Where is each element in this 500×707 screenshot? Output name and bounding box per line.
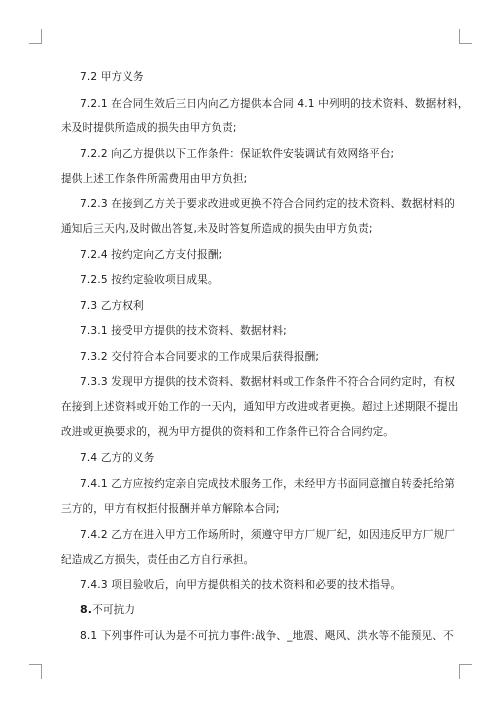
paragraph-line: 7.2.2 向乙方提供以下工作条件：保证软件安装调试有效网络平台; [80, 148, 395, 160]
paragraph-line: 7.2.5 按约定验收项目成果。 [80, 274, 219, 286]
crop-mark-top-left [29, 29, 42, 44]
section-heading: 7.2 甲方义务 [80, 71, 144, 83]
paragraph-line: 8.1 下列事件可认为是不可抗力事件:战争、_地震、飓风、洪水等不能预见、不 [80, 630, 454, 642]
paragraph-line: 7.2.1 在合同生效后三日内向乙方提供本合同 4.1 中列明的技术资料、数据材料， [80, 98, 469, 110]
paragraph-line: 三方的，甲方有权拒付报酬并单方解除本合同; [61, 503, 280, 515]
paragraph-line: 7.2.4 按约定向乙方支付报酬; [80, 249, 223, 261]
crop-mark-bottom-left [29, 664, 42, 679]
section-number: 8. [80, 603, 93, 616]
crop-mark-top-right [459, 29, 472, 44]
paragraph-line: 7.3.2 交付符合本合同要求的工作成果后获得报酬; [80, 351, 320, 363]
paragraph-line: 未及时提供所造成的损失由甲方负责; [61, 122, 237, 134]
paragraph-line: 7.4.1 乙方应按约定亲自完成技术服务工作，未经甲方书面同意擅自转委托给第 [80, 478, 456, 490]
paragraph-line: 提供上述工作条件所需费用由甲方负担; [61, 173, 248, 185]
paragraph-line: 纪造成乙方损失，责任由乙方自行承担。 [61, 554, 255, 566]
paragraph-line: 7.2.3 在接到乙方关于要求改进或更换不符合合同约定的技术资料、数据材料的 [80, 198, 456, 210]
section-heading: 7.4 乙方的义务 [80, 452, 155, 464]
section-heading [80, 603, 135, 617]
paragraph-line: 7.3.1 接受甲方提供的技术资料、数据材料; [80, 325, 287, 337]
paragraph-line: 7.4.3 项目验收后，向甲方提供相关的技术资料和必要的技术指导。 [80, 579, 402, 591]
paragraph-line: 通知后三天内,及时做出答复,未及时答复所造成的损失由甲方负责; [61, 223, 373, 235]
paragraph-line: 7.3.3 发现甲方提供的技术资料、数据材料或工作条件不符合合同约定时，有权 [80, 376, 456, 388]
crop-mark-bottom-right [459, 664, 472, 679]
paragraph-line: 7.4.2 乙方在进入甲方工作场所时，须遵守甲方厂规厂纪，如因违反甲方厂规厂 [80, 529, 456, 541]
section-title: 不可抗力 [92, 604, 136, 616]
paragraph-line: 改进或更换要求的，视为甲方提供的资料和工作条件已符合合同约定。 [61, 426, 395, 438]
paragraph-line: 在接到上述资料或开始工作的一天内，通知甲方改进或者更换。超过上述期限不提出 [61, 401, 459, 413]
section-heading: 7.3 乙方权利 [80, 300, 144, 312]
